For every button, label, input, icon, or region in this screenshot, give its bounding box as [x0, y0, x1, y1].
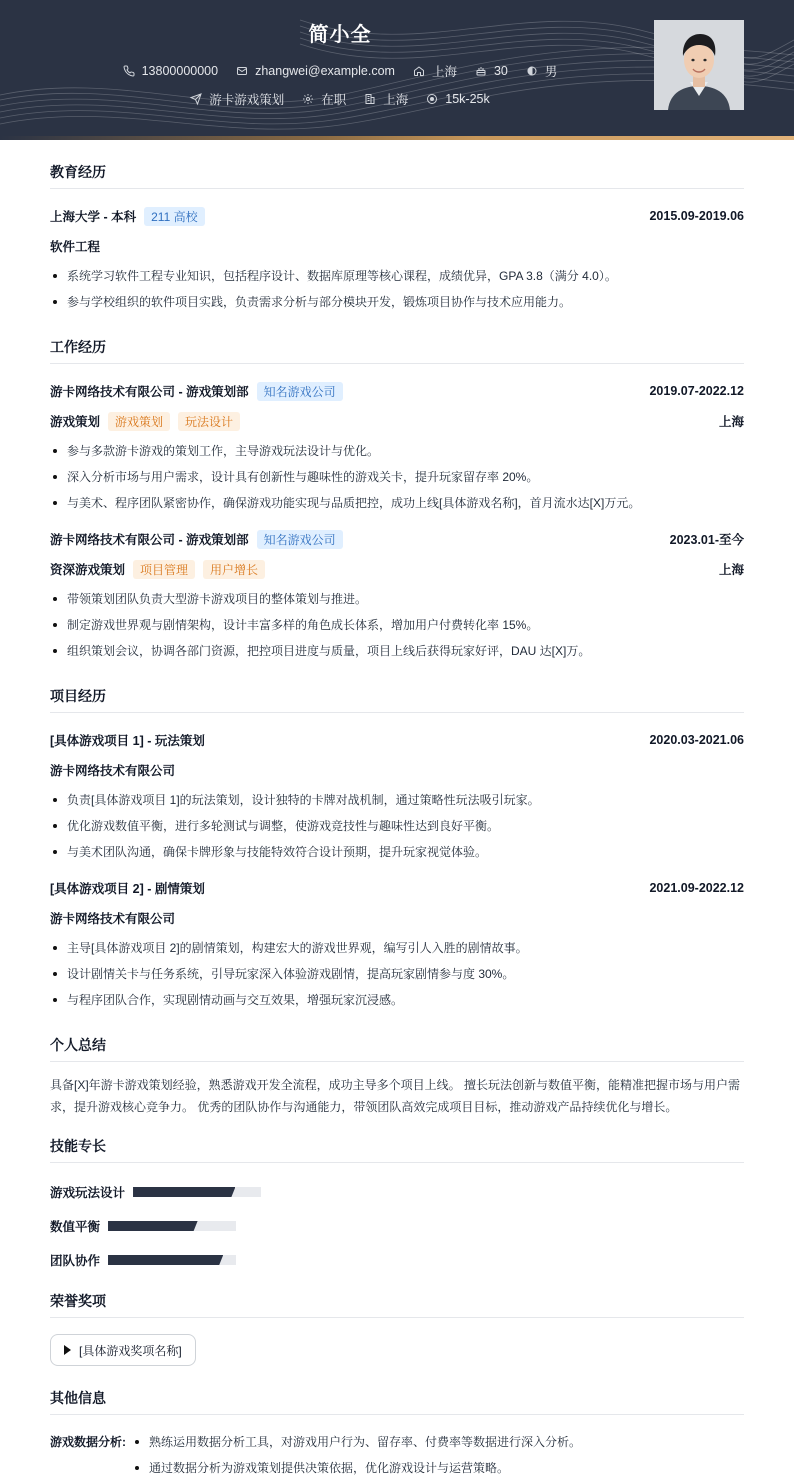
project-bullets [50, 787, 744, 865]
skill-item [50, 1209, 403, 1243]
cake-icon [475, 65, 487, 77]
skill-fill [108, 1255, 223, 1265]
project-company: 游卡网络技术有限公司 [50, 764, 176, 778]
section-title: 其他信息 [50, 1388, 744, 1415]
job-company-block [50, 530, 343, 549]
education-bullets [50, 263, 744, 315]
skill-item [50, 1175, 403, 1209]
section-title: 项目经历 [50, 686, 744, 713]
skill-fill [133, 1187, 235, 1197]
skill-fill [108, 1221, 198, 1231]
company-name: 游卡网络技术有限公司 - 游戏策划部 [50, 533, 249, 547]
job-location: 上海 [718, 563, 744, 577]
summary-section [50, 1035, 744, 1118]
list-item: 与美术团队沟通，确保卡牌形象与技能特效符合设计预期，提升玩家视觉体验。 [50, 839, 744, 865]
skill-bar [108, 1255, 236, 1265]
other-info-row [50, 1429, 744, 1481]
list-item: 参与学校组织的软件项目实践，负责需求分析与部分模块开发，锻炼项目协作与技术应用能力。 [50, 289, 744, 315]
role-tag: 游戏策划 [108, 412, 170, 431]
salary-icon [426, 93, 438, 105]
status-item [302, 90, 346, 108]
list-item: 设计剧情关卡与任务系统，引导玩家深入体验游戏剧情，提高玩家剧情参与度 30%。 [50, 961, 744, 987]
skill-name: 团队协作 [50, 1254, 101, 1268]
target-role-text: 游卡游戏策划 [209, 93, 285, 107]
salary-item [426, 92, 489, 106]
resume-header [0, 0, 794, 140]
age-item [475, 64, 508, 78]
avatar-portrait [654, 20, 744, 110]
school-tag: 211 高校 [144, 207, 204, 226]
project-company-row [50, 903, 744, 933]
summary-text: 具备[X]年游卡游戏策划经验，熟悉游戏开发全流程，成功主导多个项目上线。 擅长玩法创新与数值平衡，能精准把握市场与用户需求，提升游戏核心竞争力。 优秀的团队协作与沟通能力，带领团队高效完成项目目标，推动游戏产品持续优化与增长。 [50, 1078, 741, 1114]
list-item: 主导[具体游戏项目 2]的剧情策划，构建宏大的游戏世界观，编写引人入胜的剧情故事。 [50, 935, 744, 961]
company-tag: 知名游戏公司 [257, 530, 343, 549]
major: 软件工程 [50, 240, 101, 254]
section-title: 荣誉奖项 [50, 1291, 744, 1318]
skills-list [50, 1175, 744, 1277]
awards-section [50, 1291, 744, 1366]
list-item: 负责[具体游戏项目 1]的玩法策划，设计独特的卡牌对战机制，通过策略性玩法吸引玩家。 [50, 787, 744, 813]
education-school-block [50, 207, 205, 226]
list-item: 带领策划团队负责大型游卡游戏项目的整体策划与推进。 [50, 586, 744, 612]
phone-icon [123, 65, 135, 77]
section-title: 教育经历 [50, 162, 744, 189]
other-bullets [132, 1429, 581, 1481]
list-item: 深入分析市场与用户需求，设计具有创新性与趣味性的游戏关卡，提升玩家留存率 20%。 [50, 464, 744, 490]
phone-text: 13800000000 [141, 64, 219, 78]
project-company-row [50, 755, 744, 785]
candidate-name: 简小全 [308, 24, 372, 46]
home-icon [413, 65, 425, 77]
section-title: 工作经历 [50, 337, 744, 364]
job-period: 2023.01-至今 [669, 533, 744, 547]
education-major-row [50, 231, 744, 261]
job-header-row [50, 376, 744, 406]
job-bullets [50, 438, 744, 516]
status-text: 在职 [321, 93, 347, 107]
skill-item [50, 1243, 403, 1277]
role-tag: 玩法设计 [178, 412, 240, 431]
project-bullets [50, 935, 744, 1013]
job-role: 游戏策划 [50, 415, 101, 429]
section-title: 个人总结 [50, 1035, 744, 1062]
education-section [50, 162, 744, 315]
list-item: 通过数据分析为游戏策划提供决策依据，优化游戏设计与运营策略。 [132, 1455, 581, 1481]
job-location: 上海 [718, 415, 744, 429]
award-name: [具体游戏奖项名称] [79, 1343, 182, 1358]
projects-section [50, 686, 744, 1013]
list-item: 熟练运用数据分析工具，对游戏用户行为、留存率、付费率等数据进行深入分析。 [132, 1429, 581, 1455]
project-header-row [50, 725, 744, 755]
school-name: 上海大学 - 本科 [50, 210, 137, 224]
list-item: 参与多款游卡游戏的策划工作，主导游戏玩法设计与优化。 [50, 438, 744, 464]
list-item: 优化游戏数值平衡，进行多轮测试与调整，使游戏竞技性与趣味性达到良好平衡。 [50, 813, 744, 839]
gender-text: 男 [544, 65, 558, 79]
project-header-row [50, 873, 744, 903]
job-period: 2019.07-2022.12 [649, 384, 744, 398]
send-icon [190, 93, 202, 105]
list-item: 与美术、程序团队紧密协作，确保游戏功能实现与品质把控，成功上线[具体游戏名称]，首月流水达[X]万元。 [50, 490, 744, 516]
building-icon [364, 93, 376, 105]
avatar [654, 20, 744, 110]
list-item: 制定游戏世界观与剧情架构，设计丰富多样的角色成长体系，增加用户付费转化率 15%。 [50, 612, 744, 638]
email-text: zhangwei@example.com [255, 64, 395, 78]
skill-bar [133, 1187, 261, 1197]
project-period: 2021.09-2022.12 [649, 881, 744, 895]
contact-row [0, 62, 680, 80]
target-city-item [364, 90, 408, 108]
job-role-row [50, 554, 744, 584]
company-name: 游卡网络技术有限公司 - 游戏策划部 [50, 385, 249, 399]
job-header-row [50, 524, 744, 554]
role-tag: 项目管理 [133, 560, 195, 579]
education-header-row [50, 201, 744, 231]
phone-item [123, 64, 218, 78]
header-accent-bar [0, 136, 794, 140]
skill-name: 游戏玩法设计 [50, 1186, 126, 1200]
gender-item [526, 62, 558, 80]
job-bullets [50, 586, 744, 664]
job-role-row [50, 406, 744, 436]
project-company: 游卡网络技术有限公司 [50, 912, 176, 926]
city-text: 上海 [431, 65, 457, 79]
skill-name: 数值平衡 [50, 1220, 101, 1234]
target-city-text: 上海 [383, 93, 409, 107]
skills-section [50, 1136, 744, 1277]
company-tag: 知名游戏公司 [257, 382, 343, 401]
list-item: 系统学习软件工程专业知识，包括程序设计、数据库原理等核心课程，成绩优异，GPA 3.8（满分 4.0）。 [50, 263, 744, 289]
award-toggle-button[interactable] [50, 1334, 196, 1366]
work-section [50, 337, 744, 664]
role-tag: 用户增长 [203, 560, 265, 579]
other-label: 游戏数据分析: [50, 1435, 126, 1449]
target-role-item [190, 90, 284, 108]
education-period: 2015.09-2019.06 [649, 209, 744, 223]
age-text: 30 [493, 64, 508, 78]
mail-icon [236, 65, 248, 77]
settings-icon [302, 93, 314, 105]
job-role: 资深游戏策划 [50, 563, 126, 577]
list-item: 组织策划会议，协调各部门资源，把控项目进度与质量，项目上线后获得玩家好评，DAU 达[X]万。 [50, 638, 744, 664]
project-name: [具体游戏项目 2] - 剧情策划 [50, 882, 205, 896]
caret-right-icon [64, 1345, 71, 1355]
other-section [50, 1388, 744, 1481]
project-period: 2020.03-2021.06 [649, 733, 744, 747]
job-intent-row [0, 90, 680, 108]
skill-bar [108, 1221, 236, 1231]
job-role-block [50, 412, 240, 431]
section-title: 技能专长 [50, 1136, 744, 1163]
city-item [413, 62, 457, 80]
gender-icon [526, 65, 538, 77]
list-item: 与程序团队合作，实现剧情动画与交互效果，增强玩家沉浸感。 [50, 987, 744, 1013]
salary-text: 15k-25k [445, 92, 490, 106]
job-role-block [50, 560, 265, 579]
email-item [236, 64, 395, 78]
job-company-block [50, 382, 343, 401]
project-name: [具体游戏项目 1] - 玩法策划 [50, 734, 205, 748]
